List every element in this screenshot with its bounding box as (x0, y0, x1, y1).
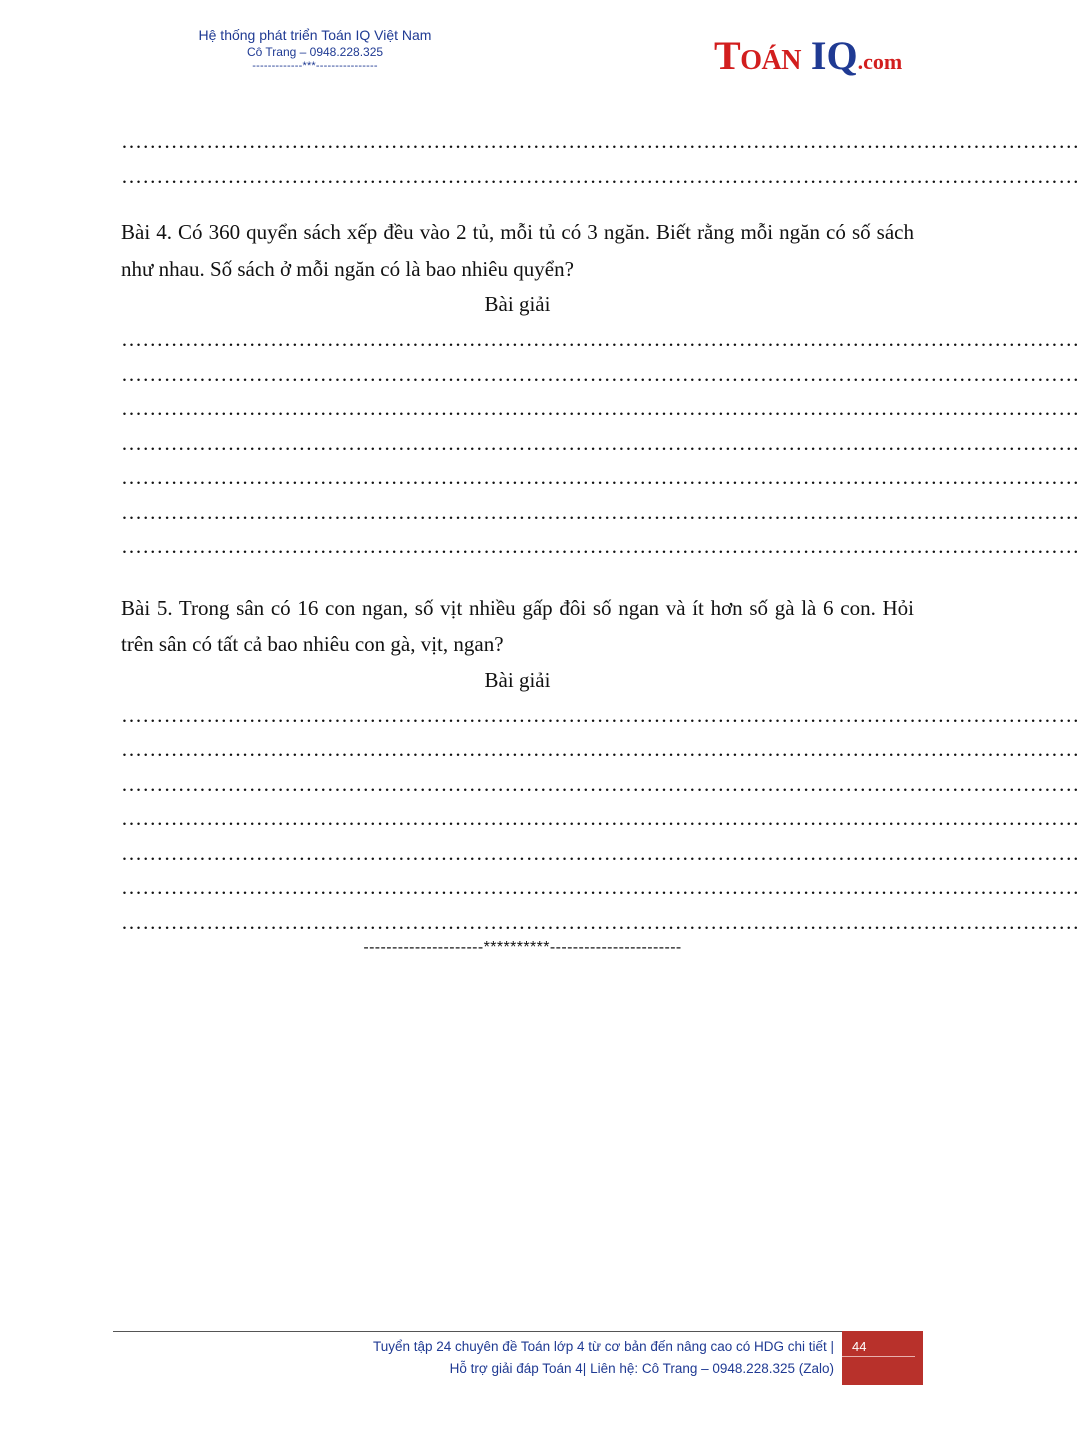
problem-4: Bài 4. Có 360 quyển sách xếp đều vào 2 tủ, mỗi tủ có 3 ngăn. Biết rằng mỗi ngăn có số sách như nhau. Số sách ở mỗi ngăn có là bao nhiêu quyển? (121, 220, 914, 281)
footer-line-1: Tuyển tập 24 chuyên đề Toán lớp 4 từ cơ bản đến nâng cao có HDG chi tiết | (372, 1339, 834, 1354)
answer-line: ……………………………………………………………………………………………………………………… (121, 909, 1080, 934)
answer-line: ……………………………………………………………………………………………………………………… (121, 806, 1080, 830)
answer-line: ……………………………………………………………………………………………………………………… (121, 327, 1080, 351)
answer-line: ……………………………………………………………………………………………………………………… (121, 361, 1080, 386)
answer-line: ……………………………………………………………………………………………………………………… (121, 840, 1080, 865)
toaniq-logo (714, 32, 902, 82)
footer-text (240, 1336, 834, 1380)
answer-line: ……………………………………………………………………………………………………………………… (121, 396, 1080, 420)
header-contact: Cô Trang – 0948.228.325 (246, 45, 384, 59)
footer-line-2: Hỗ trợ giải đáp Toán 4| Liên hệ: Cô Trang – 0948.228.325 (Zalo) (449, 1361, 834, 1376)
footer-rule (113, 1331, 845, 1332)
solution-title-5: Bài giải (484, 667, 551, 692)
answer-line: ……………………………………………………………………………………………………………………… (121, 430, 1080, 455)
answer-line: ……………………………………………………………………………………………………………………… (121, 499, 1080, 524)
solution-title-4: Bài giải (484, 292, 551, 316)
answer-line: ……………………………………………………………………………………………………………………… (121, 163, 1080, 188)
logo-toan: TOÁN (714, 33, 801, 78)
answer-line: ……………………………………………………………………………………………………………………… (121, 737, 1080, 761)
page-number-box (842, 1331, 923, 1385)
answer-line: ……………………………………………………………………………………………………………………… (121, 771, 1080, 796)
logo-iq: IQ (800, 33, 858, 78)
answer-line: ……………………………………………………………………………………………………………………… (121, 465, 1080, 489)
end-separator: ---------------------**********----------------------- (363, 939, 682, 956)
answer-line: ……………………………………………………………………………………………………………………… (121, 875, 1080, 899)
header-organization: Hệ thống phát triển Toán IQ Việt Nam (198, 27, 432, 43)
answer-line: ……………………………………………………………………………………………………………………… (121, 702, 1080, 727)
logo-com: .com (857, 49, 903, 74)
page-number: 44 (852, 1339, 867, 1354)
header-divider: -------------***---------------- (252, 60, 378, 72)
answer-line: ……………………………………………………………………………………………………………………… (121, 129, 1080, 153)
header-info (150, 26, 480, 72)
worksheet-content (121, 124, 1080, 957)
page-number-rule (842, 1356, 915, 1357)
answer-line: ……………………………………………………………………………………………………………………… (121, 534, 1080, 558)
problem-5: Bài 5. Trong sân có 16 con ngan, số vịt nhiều gấp đôi số ngan và ít hơn số gà là 6 con. Hỏi trên sân có tất cả bao nhiêu con gà, vịt, ngan? (121, 595, 914, 656)
